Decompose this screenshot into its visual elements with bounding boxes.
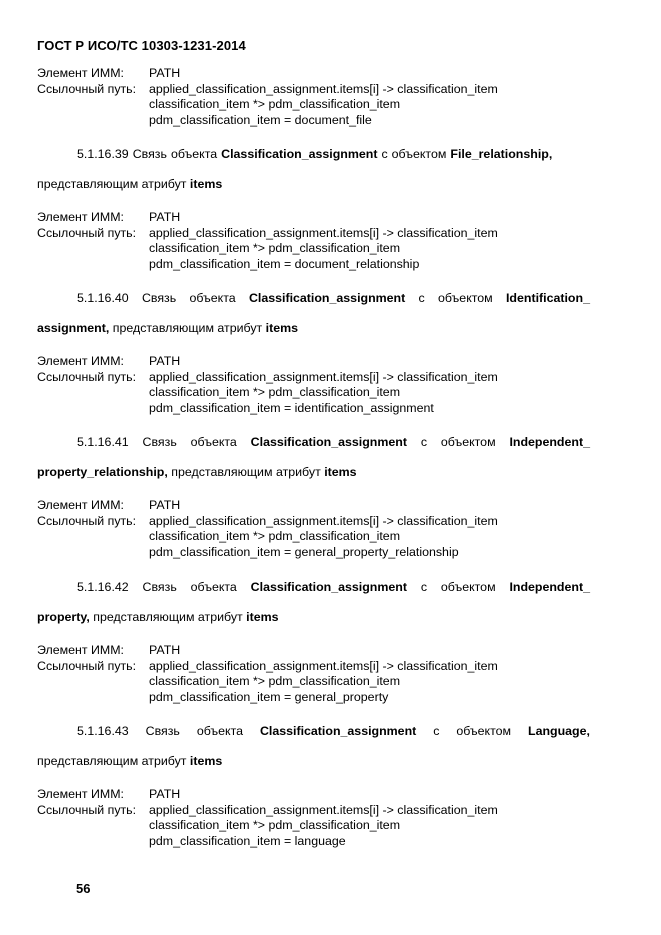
page-number: 56: [76, 881, 91, 896]
target-entity-cont: assignment,: [37, 321, 113, 335]
path-line: pdm_classification_item = general_property: [149, 689, 389, 704]
path-line: classification_item *> pdm_classification_item: [149, 385, 401, 400]
section-number: 5.1.16.42: [77, 580, 129, 594]
element-label: Элемент ИММ:: [37, 498, 124, 512]
entity-name: Classification_assignment: [250, 435, 407, 449]
path-line: pdm_classification_item = identification_assignment: [149, 400, 434, 415]
element-label: Элемент ИММ:: [37, 210, 124, 224]
entity-name: Classification_assignment: [259, 724, 417, 738]
element-value: PATH: [149, 66, 181, 80]
heading-word: с: [420, 435, 428, 449]
path-line: pdm_classification_item = document_relationship: [149, 256, 420, 271]
section-heading: [37, 435, 590, 479]
path-line: pdm_classification_item = language: [149, 833, 346, 848]
target-entity: Independent_: [509, 435, 590, 449]
element-label: Элемент ИММ:: [37, 66, 124, 80]
target-entity-cont: property_relationship,: [37, 465, 172, 479]
path-line: applied_classification_assignment.items[i] -> classification_item: [149, 81, 498, 96]
path-line: applied_classification_assignment.items[i] -> classification_item: [149, 225, 498, 240]
heading-rest: представляющим атрибут: [171, 465, 325, 479]
path-label: Ссылочный путь:: [37, 225, 137, 240]
heading-word: Связь: [142, 435, 177, 449]
heading-word: с: [418, 291, 425, 305]
path-line: pdm_classification_item = document_file: [149, 112, 372, 127]
attribute-name: items: [324, 465, 357, 479]
heading-word: Связь: [132, 147, 167, 161]
attribute-name: items: [189, 177, 223, 191]
heading-rest: представляющим атрибут: [37, 177, 190, 191]
entity-name: Classification_assignment: [250, 580, 407, 594]
heading-word: объектом: [391, 147, 447, 161]
heading-word: объекта: [170, 147, 218, 161]
target-entity: Independent_: [509, 580, 590, 594]
heading-rest: представляющим атрибут: [93, 610, 247, 624]
element-label: Элемент ИММ:: [37, 643, 124, 657]
heading-word: объектом: [440, 580, 496, 594]
mapping-block: [37, 354, 498, 416]
path-label: Ссылочный путь:: [37, 802, 137, 817]
section-heading: [37, 147, 590, 191]
path-line: classification_item *> pdm_classification_item: [149, 674, 401, 689]
path-line: classification_item *> pdm_classification_item: [149, 529, 401, 544]
heading-word: объекта: [190, 435, 237, 449]
path-line: applied_classification_assignment.items[i] -> classification_item: [149, 658, 498, 673]
path-line: classification_item *> pdm_classification_item: [149, 818, 401, 833]
path-label: Ссылочный путь:: [37, 513, 137, 528]
path-line: classification_item *> pdm_classification_item: [149, 241, 401, 256]
heading-word: Связь: [145, 724, 180, 738]
section-number: 5.1.16.40: [77, 291, 129, 305]
path-label: Ссылочный путь:: [37, 658, 137, 673]
target-entity: File_relationship,: [450, 147, 553, 161]
mapping-block: [37, 66, 498, 128]
heading-word: с: [420, 580, 428, 594]
target-entity: Identification_: [505, 291, 590, 305]
section-number: 5.1.16.43: [77, 724, 129, 738]
entity-name: Classification_assignment: [248, 291, 406, 305]
section-heading: [37, 724, 590, 768]
path-label: Ссылочный путь:: [37, 369, 137, 384]
element-label: Элемент ИММ:: [37, 354, 124, 368]
attribute-name: items: [189, 754, 223, 768]
element-value: PATH: [149, 787, 181, 801]
path-line: applied_classification_assignment.items[i] -> classification_item: [149, 513, 498, 528]
section-heading: [37, 291, 590, 335]
heading-word: объекта: [196, 724, 244, 738]
element-value: PATH: [149, 210, 181, 224]
mapping-block: [37, 643, 498, 705]
path-line: applied_classification_assignment.items[i] -> classification_item: [149, 802, 498, 817]
mapping-block: [37, 498, 498, 560]
element-value: PATH: [149, 498, 181, 512]
target-entity: Language,: [528, 724, 590, 738]
section-heading: [37, 580, 590, 624]
attribute-name: items: [246, 610, 279, 624]
entity-name: Classification_assignment: [221, 147, 378, 161]
document-header: ГОСТ Р ИСО/ТС 10303-1231-2014: [37, 38, 246, 53]
heading-word: объектом: [440, 435, 496, 449]
element-value: PATH: [149, 643, 181, 657]
heading-rest: представляющим атрибут: [37, 754, 190, 768]
element-label: Элемент ИММ:: [37, 787, 124, 801]
heading-word: объектом: [437, 291, 493, 305]
heading-word: объекта: [189, 291, 236, 305]
path-label: Ссылочный путь:: [37, 81, 137, 96]
target-entity-cont: property,: [37, 610, 94, 624]
path-line: classification_item *> pdm_classification_item: [149, 97, 401, 112]
mapping-block: [37, 210, 498, 272]
heading-word: объекта: [190, 580, 237, 594]
mapping-block: [37, 787, 498, 849]
heading-rest: представляющим атрибут: [112, 321, 266, 335]
heading-word: Связь: [142, 580, 177, 594]
heading-word: объектом: [456, 724, 512, 738]
attribute-name: items: [265, 321, 299, 335]
path-line: applied_classification_assignment.items[i] -> classification_item: [149, 369, 498, 384]
section-number: 5.1.16.39: [77, 147, 129, 161]
element-value: PATH: [149, 354, 181, 368]
heading-word: с: [433, 724, 440, 738]
heading-word: с: [381, 147, 388, 161]
path-line: pdm_classification_item = general_property_relationship: [149, 544, 459, 559]
section-number: 5.1.16.41: [77, 435, 129, 449]
heading-word: Связь: [141, 291, 177, 305]
